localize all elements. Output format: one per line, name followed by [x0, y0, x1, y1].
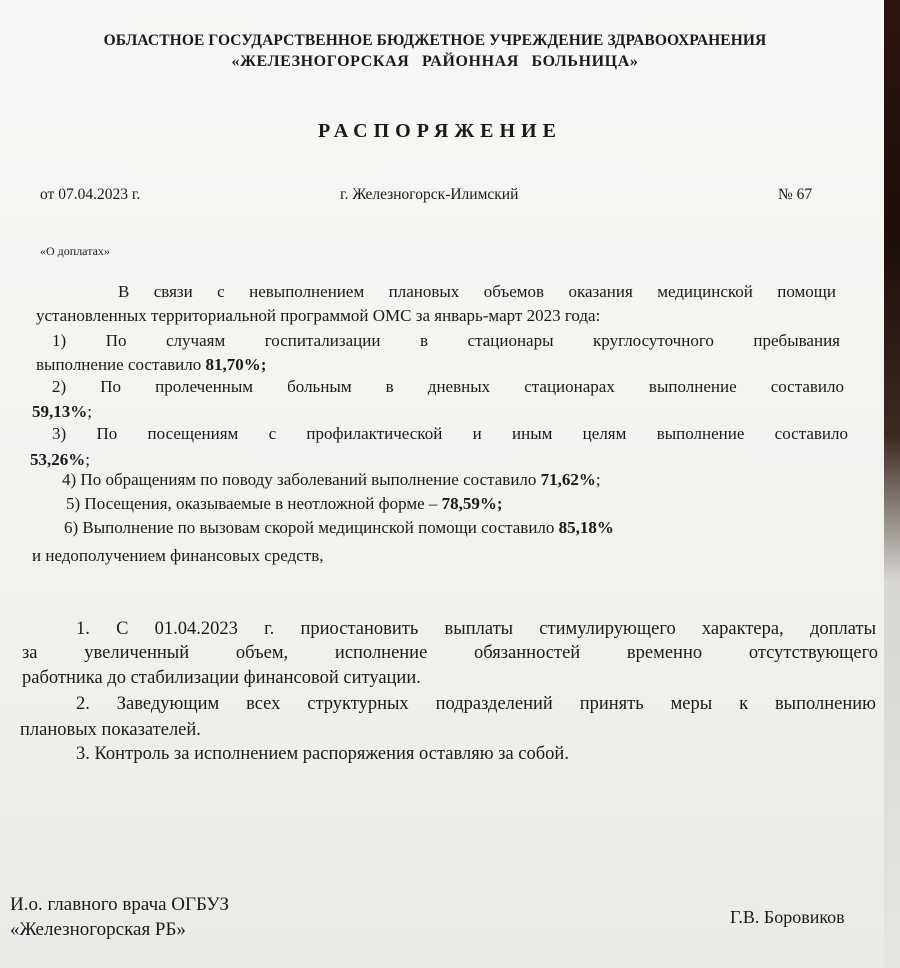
item-1-text: выполнение составило [36, 355, 202, 374]
document-subject: «О доплатах» [40, 244, 110, 258]
item-2-value: 59,13% [32, 402, 88, 421]
item-3-line2 [30, 450, 90, 470]
org-name-line2: «ЖЕЛЕЗНОГОРСКАЯ РАЙОННАЯ БОЛЬНИЦА» [231, 53, 639, 70]
order-1-line2: за увеличенный объем, исполнение обязанностей временно отсутствующего [22, 643, 878, 663]
item-5 [66, 494, 503, 514]
item-4-value: 71,62% [540, 470, 596, 489]
item-3-value: 53,26% [30, 450, 86, 469]
item-2-semicolon: ; [87, 402, 92, 421]
order-1-line1: 1. С 01.04.2023 г. приостановить выплаты стимулирующего характера, доплаты [76, 619, 876, 639]
preamble-tail: и недополучением финансовых средств, [32, 546, 324, 565]
item-5-value: 78,59%; [441, 494, 503, 513]
preamble-line2: установленных территориальной программой ОМС за январь-март 2023 года: [36, 306, 601, 325]
item-6 [64, 518, 614, 538]
order-2-line2: плановых показателей. [20, 720, 201, 740]
item-1-line1: 1) По случаям госпитализации в стационары круглосуточного пребывания [52, 331, 840, 350]
item-2-line1: 2) По пролеченным больным в дневных стационарах выполнение составило [52, 377, 844, 396]
signatory-name: Г.В. Боровиков [730, 907, 845, 927]
item-1-line2 [36, 355, 266, 375]
item-2-line2 [32, 402, 92, 422]
document-place: г. Железногорск-Илимский [340, 186, 519, 203]
item-4 [62, 470, 601, 490]
order-3: 3. Контроль за исполнением распоряжения оставляю за собой. [76, 744, 569, 764]
signatory-position-line1: И.о. главного врача ОГБУЗ [10, 894, 229, 915]
document-number: № 67 [778, 186, 813, 203]
org-name-line1: ОБЛАСТНОЕ ГОСУДАРСТВЕННОЕ БЮДЖЕТНОЕ УЧРЕЖДЕНИЕ ЗДРАВООХРАНЕНИЯ [103, 32, 767, 49]
item-6-text: 6) Выполнение по вызовам скорой медицинской помощи составило [64, 518, 555, 537]
order-2-line1: 2. Заведующим всех структурных подразделений принять меры к выполнению [76, 694, 876, 714]
item-1-value: 81,70%; [205, 355, 267, 374]
item-3-line1: 3) По посещениям с профилактической и иным целям выполнение составило [52, 424, 848, 443]
preamble-line1: В связи с невыполнением плановых объемов оказания медицинской помощи [118, 282, 836, 301]
item-6-value: 85,18% [558, 518, 614, 537]
photo-background-edge [884, 0, 900, 968]
item-3-semicolon: ; [85, 450, 90, 469]
item-5-text: 5) Посещения, оказываемые в неотложной форме – [66, 494, 438, 513]
order-1-line3: работника до стабилизации финансовой ситуации. [22, 668, 421, 688]
document-date: от 07.04.2023 г. [40, 186, 141, 203]
document-title: РАСПОРЯЖЕНИЕ [318, 120, 562, 142]
item-4-semicolon: ; [595, 470, 601, 489]
signatory-position-line2: «Железногорская РБ» [10, 919, 186, 940]
item-4-text: 4) По обращениям по поводу заболеваний выполнение составило [62, 470, 537, 489]
